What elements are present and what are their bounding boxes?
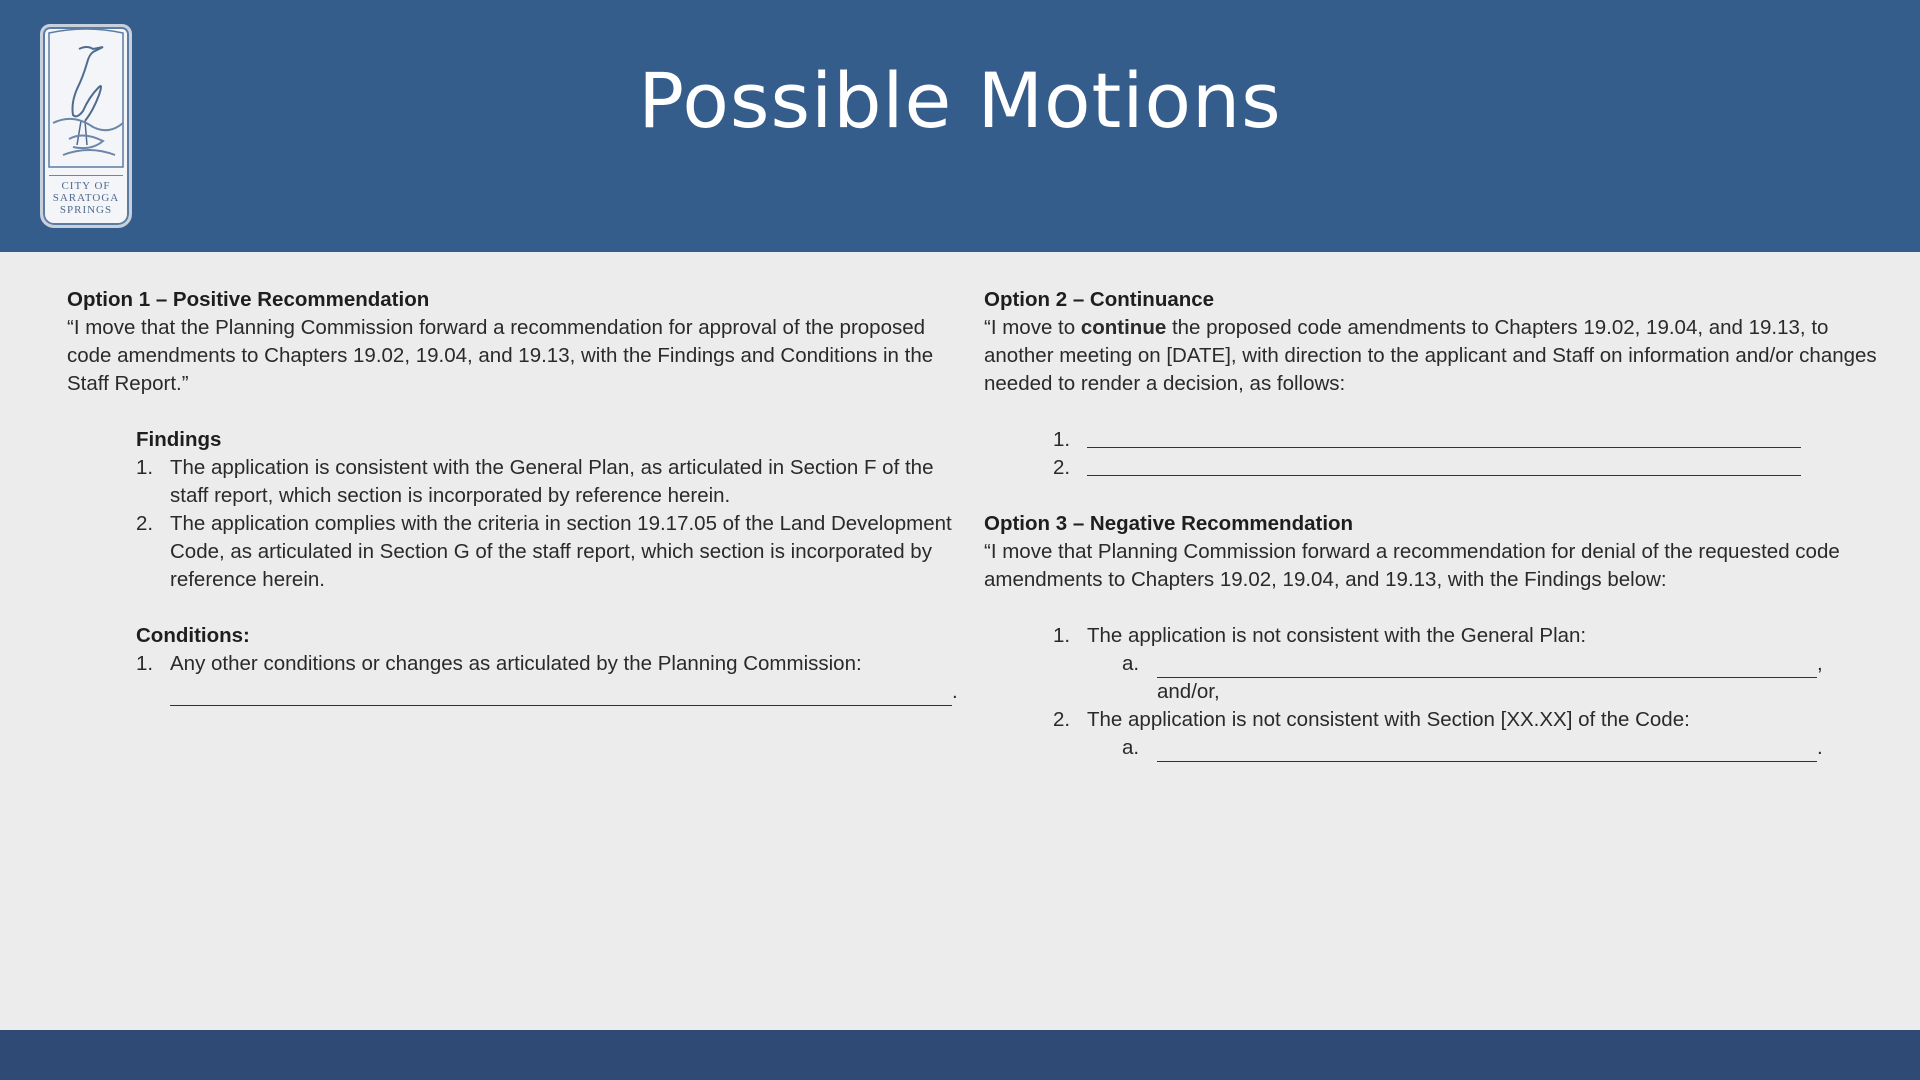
condition-blank-line	[170, 684, 952, 706]
negative-finding-text: The application is not consistent with Section [XX.XX] of the Code:	[1087, 708, 1690, 731]
findings-section	[136, 426, 967, 706]
option-2-heading: Option 2 – Continuance	[984, 288, 1215, 311]
negative-findings	[1053, 622, 1884, 762]
finding-number: 2.	[136, 512, 154, 535]
slide-title: Possible Motions	[638, 56, 1282, 145]
sub-letter: a.	[1122, 736, 1140, 759]
slide-footer	[0, 1030, 1920, 1080]
option-2-motion	[984, 314, 1884, 398]
finding-text: The application is consistent with the General Plan, as articulated in Section F of the staff report, which section is incorporated by reference herein.	[170, 456, 934, 507]
negative-finding-1a	[1122, 650, 1884, 706]
negative-finding-2a	[1122, 734, 1884, 762]
logo-line-3: SPRINGS	[59, 204, 113, 216]
negative-finding-number: 1.	[1053, 624, 1071, 647]
condition-blank-end: .	[952, 680, 958, 703]
option-2-motion-end: the proposed code amendments to Chapters 19.02, 19.04, and 19.13, to another meeting on [DATE], with direction to the applicant and Staff on information and/or changes needed to render a decision, as follows:	[984, 316, 1877, 395]
option-1-column	[67, 286, 967, 706]
option-2-motion-start: “I move to	[984, 316, 1081, 339]
slide-header	[0, 0, 1920, 252]
logo-line-2: SARATOGA	[52, 192, 120, 204]
continuance-item-2	[1053, 454, 1884, 482]
finding-item-2	[136, 510, 967, 594]
negative-finding-1	[1053, 622, 1884, 650]
condition-item-1	[136, 650, 967, 706]
continuance-item-1	[1053, 426, 1884, 454]
option-1-heading: Option 1 – Positive Recommendation	[67, 288, 430, 311]
negative-finding-text: The application is not consistent with the General Plan:	[1087, 624, 1587, 647]
sub-blank-end: ,	[1817, 652, 1823, 675]
continuance-number: 1.	[1053, 428, 1071, 451]
continuance-blank-line	[1087, 426, 1801, 448]
logo-text	[49, 175, 123, 216]
option-1-motion: “I move that the Planning Commission forward a recommendation for approval of the proposed code amendments to Chapters 19.02, 19.04, and 19.13, with the Findings and Conditions in the Staff Report.”	[67, 316, 934, 395]
negative-finding-number: 2.	[1053, 708, 1071, 731]
condition-text: Any other conditions or changes as articulated by the Planning Commission:	[170, 652, 862, 675]
finding-number: 1.	[136, 456, 154, 479]
option-2-3-column	[984, 286, 1884, 762]
option-3-heading: Option 3 – Negative Recommendation	[984, 512, 1354, 535]
option-3-motion: “I move that Planning Commission forward a recommendation for denial of the requested code amendments to Chapters 19.02, 19.04, and 19.13, with the Findings below:	[984, 540, 1840, 591]
finding-text: The application complies with the criteria in section 19.17.05 of the Land Development Code, as articulated in Section G of the staff report, which section is incorporated by reference herein.	[170, 512, 952, 591]
condition-number: 1.	[136, 652, 154, 675]
sub-conjunction: and/or,	[1157, 680, 1220, 703]
conditions-heading: Conditions:	[136, 624, 250, 647]
sub-blank-line	[1157, 740, 1817, 762]
sub-blank-line	[1157, 656, 1817, 678]
logo-line-1: CITY OF	[61, 180, 111, 192]
sub-blank-end: .	[1817, 736, 1823, 759]
continuance-items	[1053, 426, 1884, 482]
finding-item-1	[136, 454, 967, 510]
negative-finding-2	[1053, 706, 1884, 734]
findings-heading: Findings	[136, 428, 222, 451]
continuance-number: 2.	[1053, 456, 1071, 479]
sub-letter: a.	[1122, 652, 1140, 675]
option-2-motion-bold: continue	[1080, 316, 1167, 339]
continuance-blank-line	[1087, 454, 1801, 476]
